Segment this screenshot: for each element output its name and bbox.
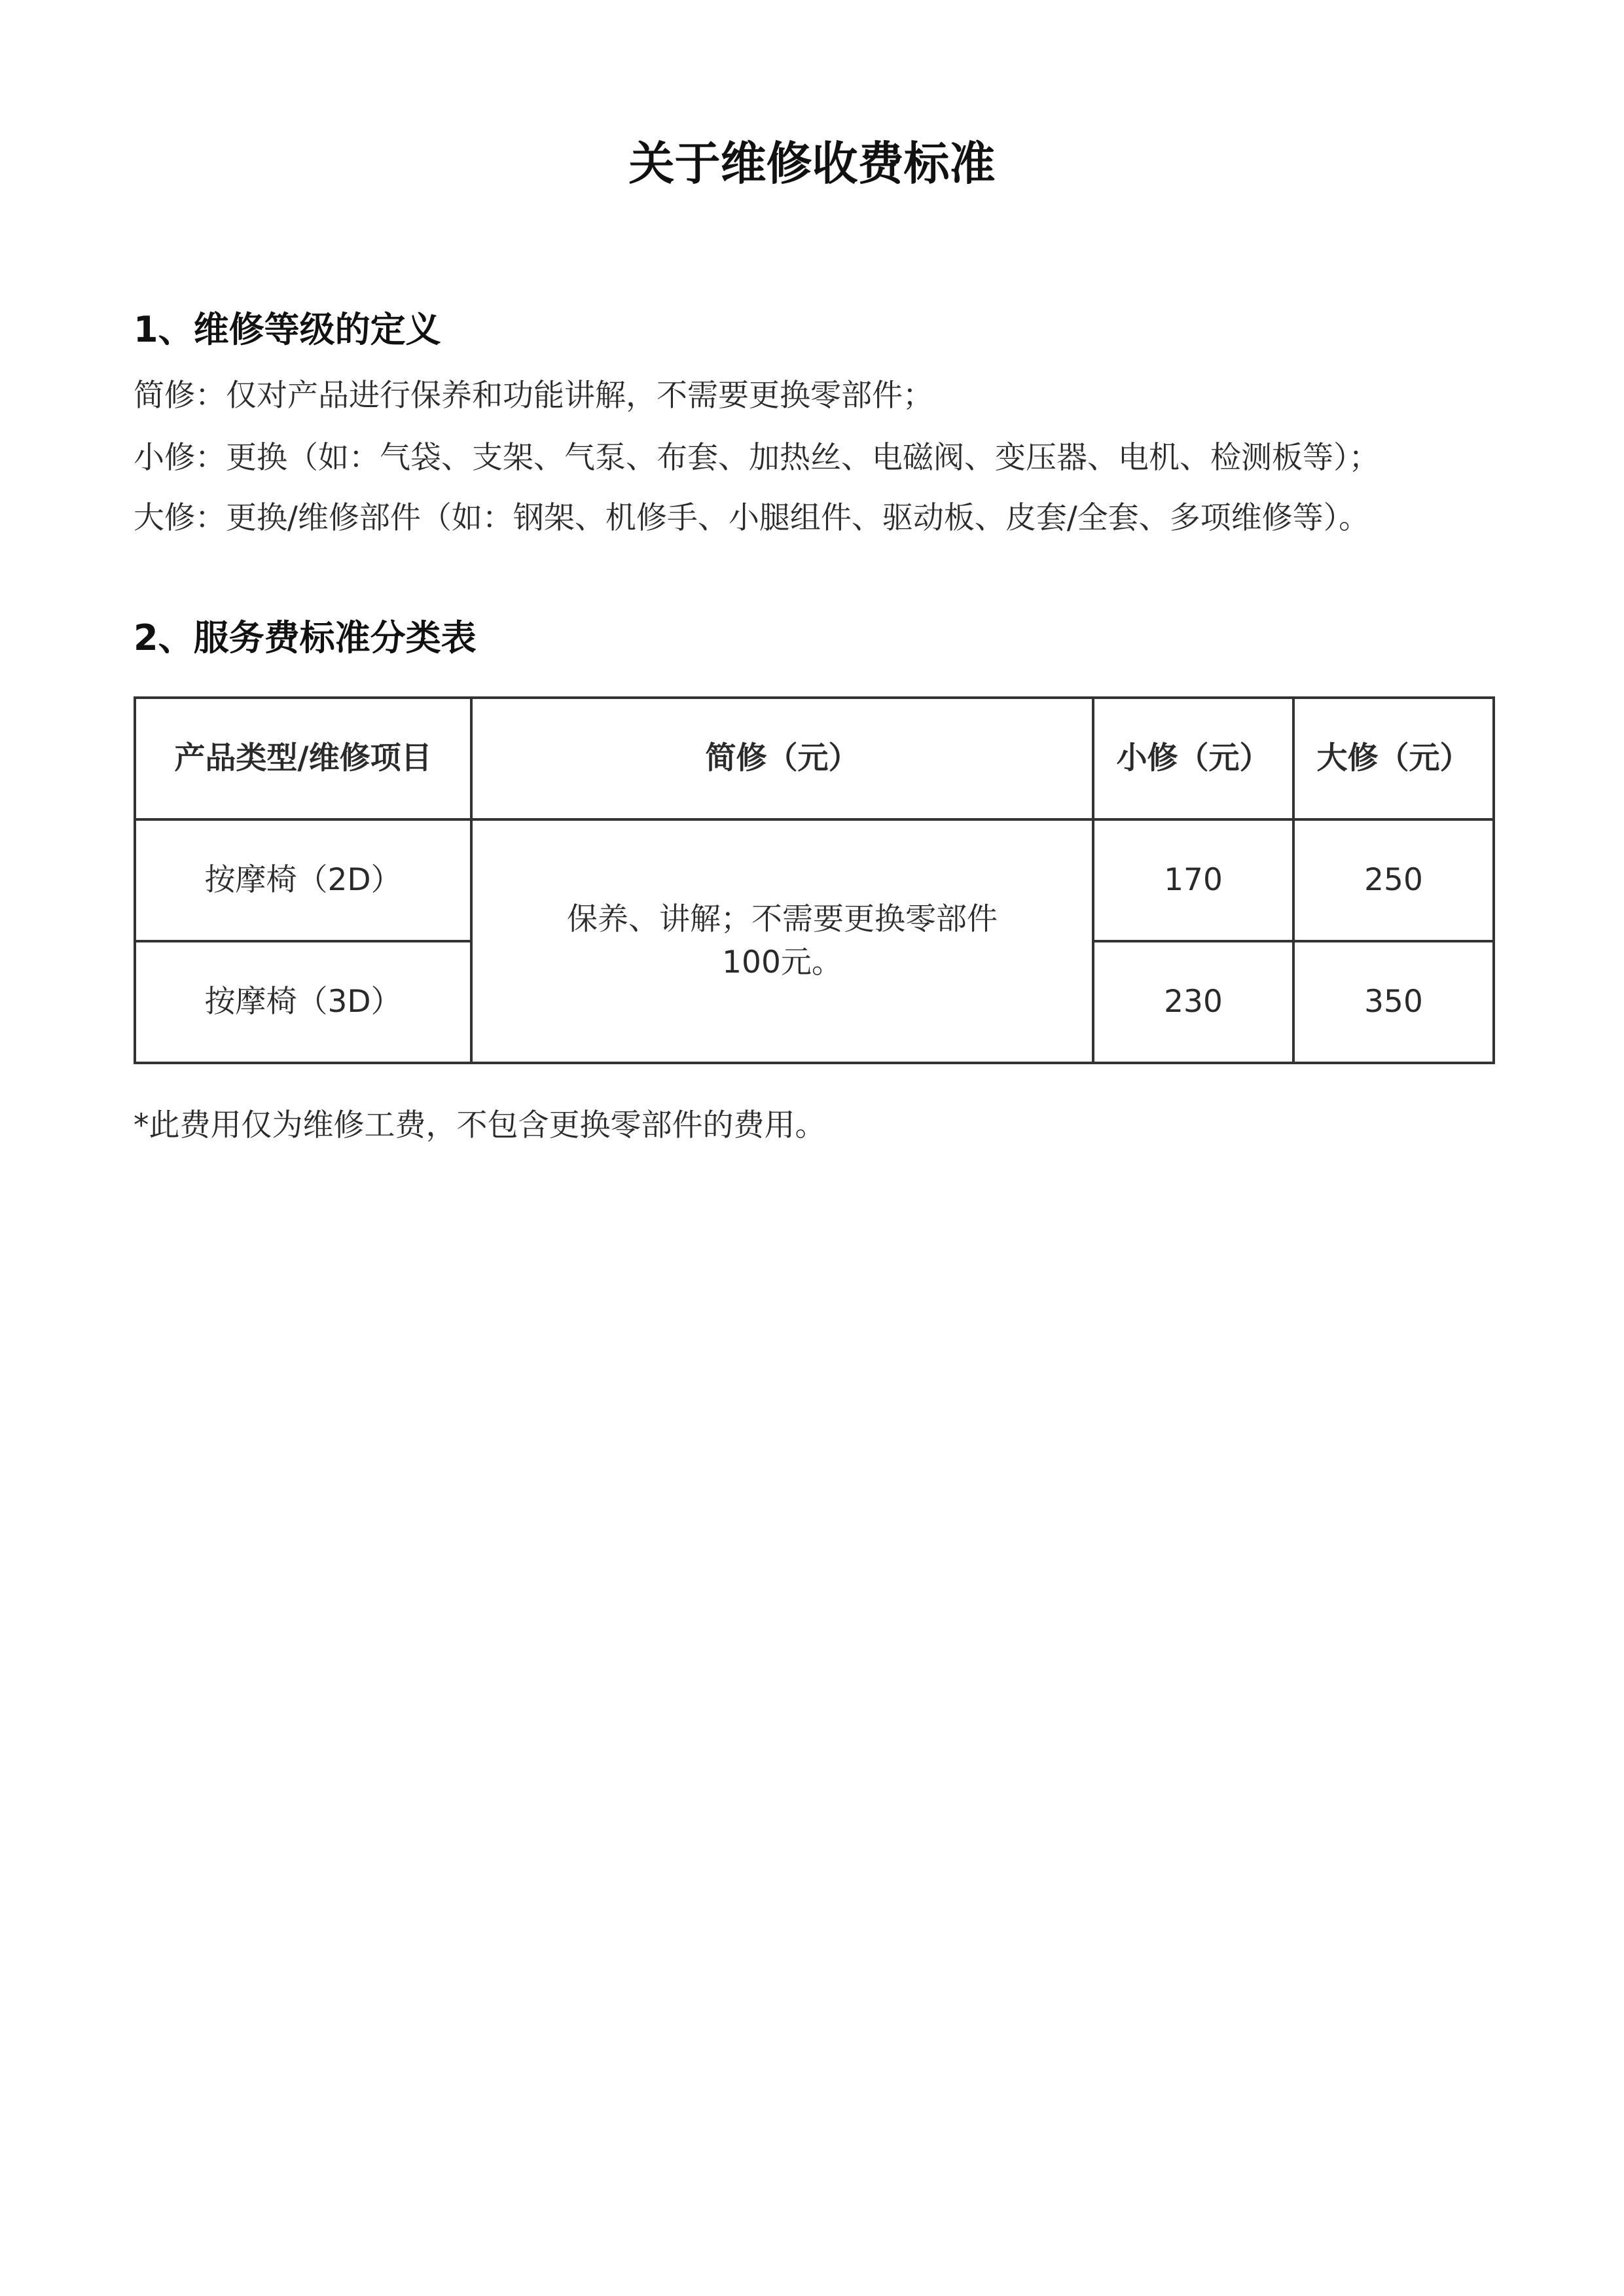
page-title: 关于维修收费标准 — [628, 137, 996, 190]
table-row — [135, 819, 1494, 941]
section-heading-fee-table: 2、服务费标准分类表 — [134, 617, 477, 658]
minor-repair-price: 230 — [1093, 941, 1293, 1063]
header-product-type: 产品类型/维修项目 — [135, 698, 471, 819]
product-cell: 按摩椅（2D） — [135, 819, 471, 941]
header-major-repair: 大修（元） — [1293, 698, 1494, 819]
simple-repair-fee-cell — [471, 819, 1093, 1063]
header-simple-repair: 简修（元） — [471, 698, 1093, 819]
table-header-row — [135, 698, 1494, 819]
simple-repair-description: 保养、讲解；不需要更换零部件 — [567, 901, 998, 937]
fee-table — [134, 696, 1495, 1064]
definition-minor-repair: 小修：更换（如：气袋、支架、气泵、布套、加热丝、电磁阀、变压器、电机、检测板等）； — [134, 440, 1380, 476]
section-heading-repair-levels: 1、维修等级的定义 — [134, 309, 441, 350]
definition-major-repair: 大修：更换/维修部件（如：钢架、机修手、小腿组件、驱动板、皮套/全套、多项维修等）。 — [134, 500, 1370, 536]
minor-repair-price: 170 — [1093, 819, 1293, 941]
major-repair-price: 350 — [1293, 941, 1494, 1063]
header-minor-repair: 小修（元） — [1093, 698, 1293, 819]
footnote: *此费用仅为维修工费，不包含更换零部件的费用。 — [134, 1107, 826, 1143]
product-cell: 按摩椅（3D） — [135, 941, 471, 1063]
definition-simple-repair: 简修：仅对产品进行保养和功能讲解，不需要更换零部件； — [134, 378, 933, 414]
major-repair-price: 250 — [1293, 819, 1494, 941]
simple-repair-price: 100元。 — [722, 944, 842, 980]
